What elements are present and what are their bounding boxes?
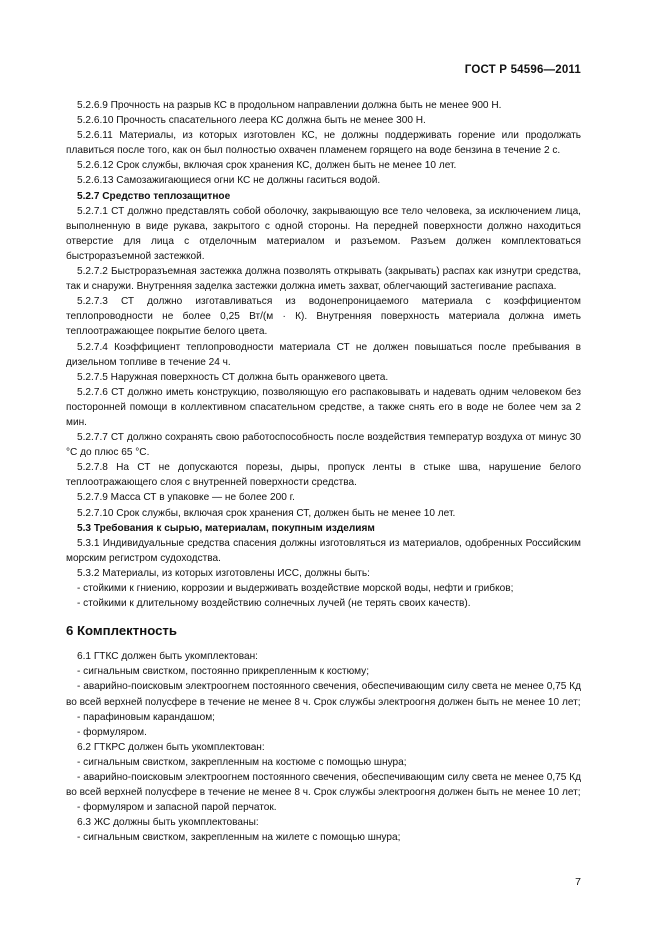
paragraph: 5.2.6.11 Материалы, из которых изготовлен КС, не должны поддерживать горение или продолжать плавиться после того, как он был полностью охвачен пламенем горящего на воде бензина в течение 2 с. [66,130,581,157]
paragraph: 5.2.6.9 Прочность на разрыв КС в продольном направлении должна быть не менее 900 Н. [77,100,502,111]
paragraph: 5.3.1 Индивидуальные средства спасения должны изготовляться из материалов, одобренных Российским морским регистром судоходства. [66,537,581,564]
paragraph: 6.3 ЖС должны быть укомплектованы: [77,817,259,829]
paragraph: - аварийно-поисковым электроогнем постоянного свечения, обеспечивающим силу света не менее 0,75 Кд во всей верхней полусфере в течение не менее 8 ч. Срок службы электроогня должен быть не менее 10 лет; [66,772,581,799]
paragraph: 5.3.2 Материалы, из которых изготовлены ИСС, должны быть: [77,567,370,579]
paragraph: 6.1 ГТКС должен быть укомплектован: [77,651,258,663]
paragraph: 5.2.7.6 СТ должно иметь конструкцию, позволяющую его распаковывать и надевать одним человеком без посторонней помощи в коллективном спасательном средстве, а также снять его в воде не более чем за 2 мин. [66,386,581,428]
paragraph: - стойкими к гниению, коррозии и выдерживать воздействие морской воды, нефти и грибков; [77,583,514,594]
paragraph: - сигнальным свистком, закрепленным на жилете с помощью шнура; [77,832,401,844]
paragraph: 5.2.7.9 Масса СТ в упаковке — не более 200 г. [77,492,295,504]
subsection-heading: 5.2.7 Средство теплозащитное [77,190,231,202]
document-body [66,98,581,846]
paragraph: 5.2.7.2 Быстроразъемная застежка должна позволять открывать (закрывать) распах как изнутри средства, так и снаружи. Внутренняя заделка застежки должна иметь захват, облегчающий застегивание распаха. [66,266,581,293]
subsection-heading: 5.3 Требования к сырью, материалам, покупным изделиям [77,522,375,534]
paragraph: 5.2.7.4 Коэффициент теплопроводности материала СТ не должен повышаться после пребывания в дизельном топливе в течение 24 ч. [66,341,581,368]
paragraph: 5.2.7.10 Срок службы, включая срок хранения СТ, должен быть не менее 10 лет. [77,507,456,519]
paragraph: - формуляром и запасной парой перчаток. [77,802,277,814]
paragraph: 5.2.6.12 Срок службы, включая срок хранения КС, должен быть не менее 10 лет. [77,160,457,172]
paragraph: 5.2.7.3 СТ должно изготавливаться из водонепроницаемого материала с коэффициентом теплопроводности не более 0,25 Вт/(м · К). Внутренняя поверхность материала должна иметь теплоотражающее покрытие белого цвета. [66,296,581,338]
paragraph: - стойкими к длительному воздействию солнечных лучей (не терять своих качеств). [77,598,471,610]
paragraph: - парафиновым карандашом; [77,711,215,723]
paragraph: - формуляром. [77,726,147,738]
paragraph: 5.2.6.10 Прочность спасательного леера КС должна быть не менее 300 Н. [77,115,426,127]
document-code: ГОСТ Р 54596—2011 [464,64,581,76]
paragraph: - аварийно-поисковым электроогнем постоянного свечения, обеспечивающим силу света не менее 0,75 Кд во всей верхней полусфере в течение не менее 8 ч. Срок службы электроогня должен быть не менее 10 лет; [66,681,581,708]
paragraph: 6.2 ГТКРС должен быть укомплектован: [77,741,265,753]
page-number: 7 [575,876,581,888]
paragraph: 5.2.7.8 На СТ не допускаются порезы, дыры, пропуск ленты в стыке шва, нарушение белого теплоотражающего слоя с внутренней поверхности средства. [66,462,581,489]
paragraph: - сигнальным свистком, постоянно прикрепленным к костюму; [77,666,370,678]
paragraph: 5.2.7.5 Наружная поверхность СТ должна быть оранжевого цвета. [77,371,389,383]
paragraph: 5.2.7.7 СТ должно сохранять свою работоспособность после воздействия температур воздуха от минус 30 °С до плюс 65 °С. [66,432,581,459]
paragraph: - сигнальным свистком, закрепленным на костюме с помощью шнура; [77,756,407,768]
section-heading: 6 Комплектность [66,623,177,639]
paragraph: 5.2.6.13 Самозажигающиеся огни КС не должны гаситься водой. [77,175,381,187]
paragraph: 5.2.7.1 СТ должно представлять собой оболочку, закрывающую все тело человека, за исключением лица, выполненную в виде рукава, закрытого с одной стороны. На передней поверхности должно находиться отверстие для лица с отделочным материалом и разъемом. Разъем должен комплектоваться быстроразъемной застежкой. [66,205,581,262]
